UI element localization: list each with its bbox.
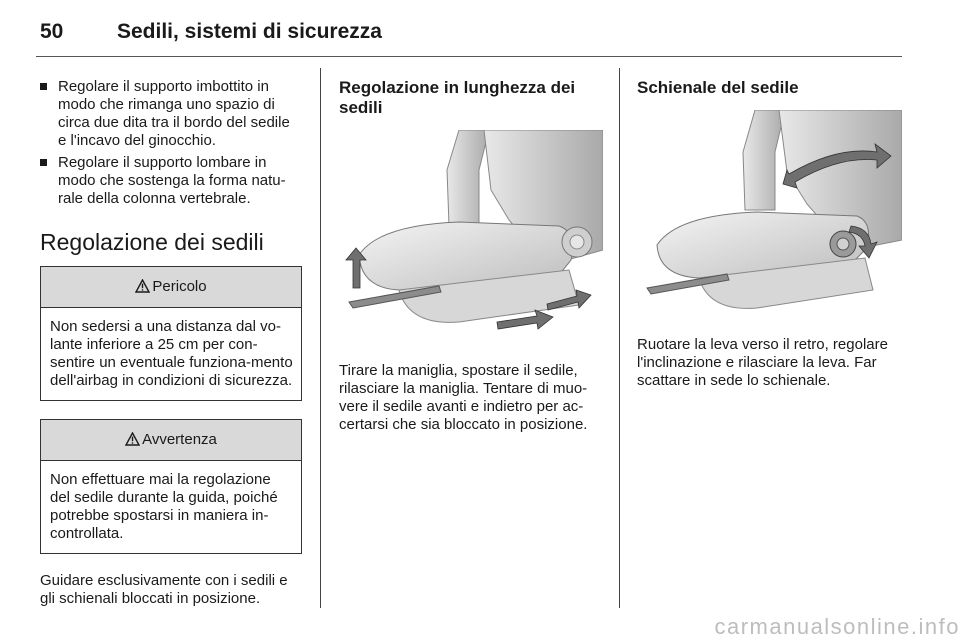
column-divider [619,68,620,608]
watermark: carmanualsonline.info [714,614,960,639]
column-divider [320,68,321,608]
bullet-icon [40,159,47,166]
seat-length-text: Tirare la maniglia, spostare il sedile, rilasciare la maniglia. Tentare di muo-vere il sedile avanti e indietro per ac-certarsi che sia bloccato in posizione. [339,362,588,433]
danger-heading: Pericolo [41,267,301,308]
danger-box [40,266,302,401]
section-title: Regolazione in lunghezza dei sedili [339,78,576,117]
header-rule [36,56,902,57]
column-middle [339,78,603,434]
bullet-list [40,78,302,208]
page-header-title: Sedili, sistemi di sicurezza [117,20,382,43]
backrest-text: Ruotare la leva verso il retro, regolare l'inclinazione e rilasciare la leva. Far scattare in sede lo schienale. [637,336,888,389]
bullet-icon [40,83,47,90]
caution-box [40,419,302,554]
list-item: Regolare il supporto imbottito in modo che rimanga uno spazio di circa due dita tra il bordo del sedile e l'incavo del ginocchio. [40,78,302,150]
caution-text: Non effettuare mai la regolazione del sedile durante la guida, poiché potrebbe spostarsi in maniera in-controllata. [50,471,278,542]
page-number: 50 [40,20,64,43]
backrest-illustration [637,110,902,322]
seat-length-illustration [339,130,603,342]
closing-text: Guidare esclusivamente con i sedili e gli schienali bloccati in posizione. [40,572,288,607]
warning-triangle-icon [125,432,140,446]
section-title: Regolazione dei sedili [40,229,264,255]
section-title: Schienale del sedile [637,78,799,97]
warning-triangle-icon [135,279,150,293]
column-left [40,78,302,608]
column-right [637,78,902,390]
danger-text: Non sedersi a una distanza dal vo-lante inferiore a 25 cm per con-sentire un eventuale funziona-mento dell'airbag in condizioni di sicurezza. [50,318,293,389]
list-item: Regolare il supporto lombare in modo che sostenga la forma natu-rale della colonna vertebrale. [40,154,302,208]
caution-heading: Avvertenza [41,420,301,461]
